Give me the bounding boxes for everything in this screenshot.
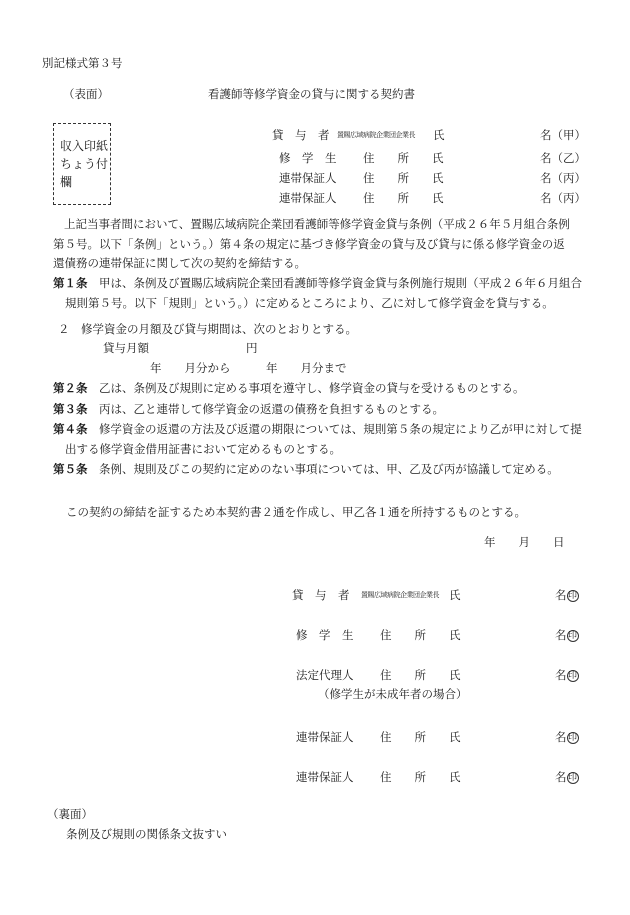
header-role-guarantor-1: 連帯保証人 xyxy=(279,171,337,185)
seal-mark-icon: 印 xyxy=(567,733,577,743)
sign-lender-sign xyxy=(555,587,579,603)
article-1 xyxy=(53,274,585,313)
front-label: （表面） xyxy=(63,87,109,101)
sign-guarantor-2-sign xyxy=(555,769,579,785)
header-student-sign: 名（乙） xyxy=(540,151,586,165)
article-3-text: 丙は、乙と連帯して修学資金の返還の債務を負担するものとする。 xyxy=(99,402,444,416)
sign-lender-title: 置賜広域病院企業団企業長 xyxy=(361,591,439,599)
sign-guarantor-1-detail: 住 所 氏 xyxy=(380,730,461,744)
document-title: 看護師等修学資金の貸与に関する契約書 xyxy=(208,87,415,101)
header-guarantor-2-detail: 住 所 氏 xyxy=(363,191,444,205)
seal-mark-icon: 印 xyxy=(567,631,577,641)
back-label: （裏面） xyxy=(47,807,93,821)
article-5 xyxy=(53,460,585,480)
sign-role-legal-rep: 法定代理人 xyxy=(296,668,354,682)
contract-date: 年 月 日 xyxy=(484,535,565,549)
sign-lender-sign-label: 名 xyxy=(555,588,567,602)
sign-guarantor-1-sign-label: 名 xyxy=(555,730,567,744)
header-guarantor-1-detail: 住 所 氏 xyxy=(363,171,444,185)
sign-legal-rep-detail: 住 所 氏 xyxy=(380,668,461,682)
loan-period-start: 年 月分から xyxy=(150,361,231,375)
form-number: 別記様式第３号 xyxy=(42,56,123,70)
preamble: 上記当事者間において、置賜広域病院企業団看護師等修学資金貸与条例（平成２６年５月組合条例第５号。以下「条例」という。）第４条の規定に基づき修学資金の貸与及び貸与に係る修学資金の返還債務の連帯保証に関して次の契約を締結する。 xyxy=(53,217,570,270)
loan-amount-label: 貸与月額 xyxy=(103,341,149,355)
sign-role-student: 修 学 生 xyxy=(296,628,354,642)
header-role-lender: 貸 与 者 xyxy=(272,128,330,142)
article-5-text: 条例、規則及びこの契約に定めのない事項については、甲、乙及び丙が協議して定める。 xyxy=(99,462,559,476)
header-student-detail: 住 所 氏 xyxy=(363,151,444,165)
header-role-student: 修 学 生 xyxy=(279,151,337,165)
sign-student-sign xyxy=(555,627,579,643)
article-2-label: 第２条 xyxy=(53,381,88,395)
header-lender-sign: 名（甲） xyxy=(540,128,586,142)
article-2-text: 乙は、条例及び規則に定める事項を遵守し、修学資金の貸与を受けるものとする。 xyxy=(99,381,525,395)
article-3-label: 第３条 xyxy=(53,402,88,416)
article-2 xyxy=(53,379,585,399)
header-guarantor-1-sign: 名（丙） xyxy=(540,171,586,185)
article-4-label: 第４条 xyxy=(53,422,88,436)
legal-rep-note: （修学生が未成年者の場合） xyxy=(318,687,468,701)
article-3 xyxy=(53,400,585,420)
sign-role-lender: 貸 与 者 xyxy=(292,588,350,602)
sign-legal-rep-sign xyxy=(555,667,579,683)
header-role-guarantor-2: 連帯保証人 xyxy=(279,191,337,205)
article-5-label: 第５条 xyxy=(53,462,88,476)
sign-student-sign-label: 名 xyxy=(555,628,567,642)
stamp-box-label: 収入印紙ちょう付欄 xyxy=(60,139,109,189)
seal-mark-icon: 印 xyxy=(567,773,577,783)
back-text: 条例及び規則の関係条文抜すい xyxy=(66,827,227,841)
sign-guarantor-1-sign xyxy=(555,729,579,745)
seal-mark-icon: 印 xyxy=(567,591,577,601)
article-1-paragraph-2: ２ 修学資金の月額及び貸与期間は、次のとおりとする。 xyxy=(58,322,357,336)
article-4-text: 修学資金の返還の方法及び返還の期限については、規則第５条の規定により乙が甲に対して提出する修学資金借用証書において定めるものとする。 xyxy=(65,422,582,456)
closing-statement: この契約の締結を証するため本契約書２通を作成し、甲乙各１通を所持するものとする。 xyxy=(66,505,526,519)
sign-role-guarantor-1: 連帯保証人 xyxy=(296,730,354,744)
sign-legal-rep-sign-label: 名 xyxy=(555,668,567,682)
loan-amount-unit: 円 xyxy=(246,341,258,355)
seal-mark-icon: 印 xyxy=(567,671,577,681)
sign-student-detail: 住 所 氏 xyxy=(380,628,461,642)
header-lender-title: 置賜広域病院企業団企業長 xyxy=(337,131,415,139)
article-1-label: 第１条 xyxy=(53,276,88,290)
article-1-text: 甲は、条例及び置賜広域病院企業団看護師等修学資金貸与条例施行規則（平成２６年６月組合規則第５号。以下「規則」という。）に定めるところにより、乙に対して修学資金を貸与する。 xyxy=(65,276,582,310)
sign-guarantor-2-sign-label: 名 xyxy=(555,770,567,784)
header-guarantor-2-sign: 名（丙） xyxy=(540,191,586,205)
sign-role-guarantor-2: 連帯保証人 xyxy=(296,770,354,784)
loan-period-end: 年 月分まで xyxy=(266,361,347,375)
sign-guarantor-2-detail: 住 所 氏 xyxy=(380,770,461,784)
header-lender-name-label: 氏 xyxy=(433,128,445,142)
sign-lender-name-label: 氏 xyxy=(449,588,461,602)
article-4 xyxy=(53,420,585,459)
